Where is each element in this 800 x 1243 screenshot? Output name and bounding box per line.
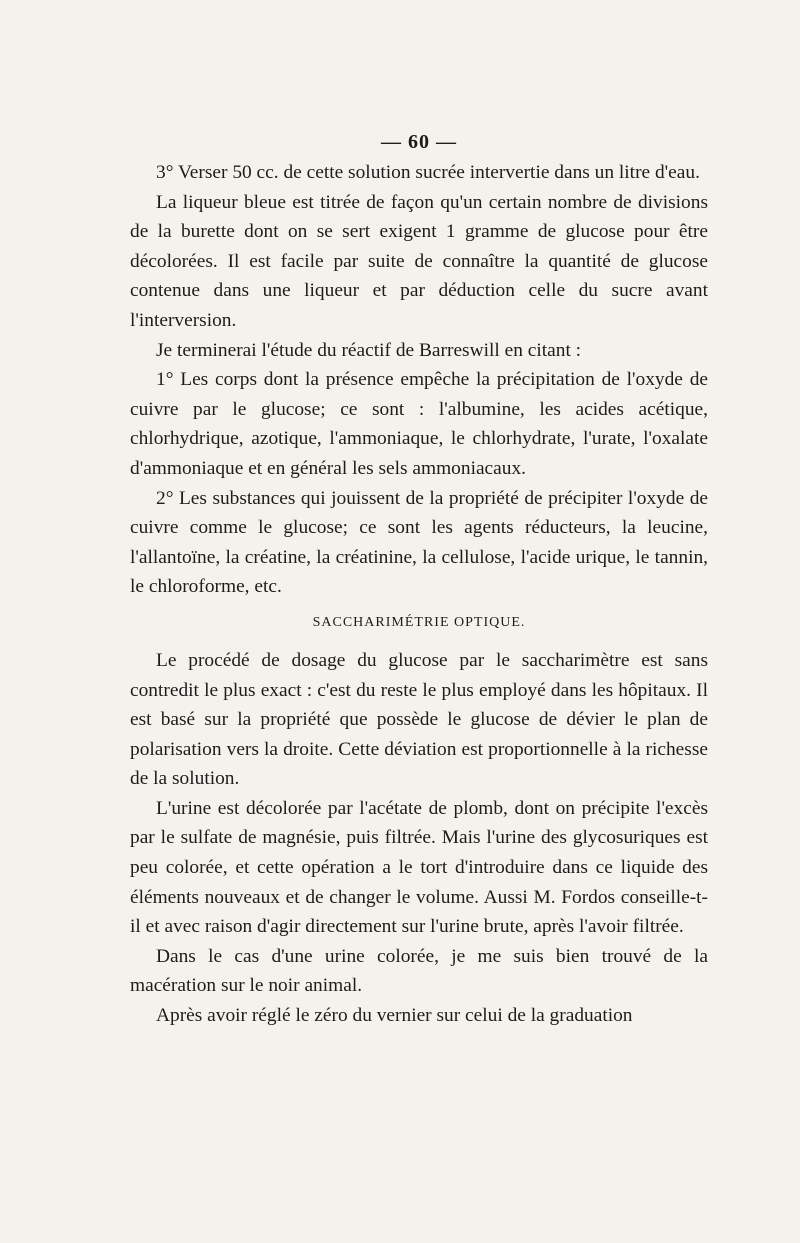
paragraph: Le procédé de dosage du glucose par le saccharimètre est sans contredit le plus exact : c'est du reste le plus employé dans les hôpitaux. Il est basé sur la propriété que possède le glucose de dévier le plan de polarisation vers la droite. Cette déviation est proportionnelle à la richesse de la solution. (130, 649, 708, 790)
page-body (130, 128, 708, 1031)
paragraph: 2° Les substances qui jouissent de la propriété de précipiter l'oxyde de cuivre comme le glucose; ce sont les agents réducteurs, la leucine, l'allantoïne, la créatine, la créatinine, la cellulose, l'acide urique, le tannin, le chloroforme, etc. (130, 487, 708, 598)
paragraph: 1° Les corps dont la présence empêche la précipitation de l'oxyde de cuivre par le glucose; ce sont : l'albumine, les acides acétique, chlorhydrique, azotique, l'ammoniaque, le chlorhydrate, l'urate, l'oxalate d'ammoniaque et en général les sels ammoniacaux. (130, 369, 708, 479)
paragraph: Après avoir réglé le zéro du vernier sur celui de la graduation (156, 1005, 633, 1027)
paragraph: Je terminerai l'étude du réactif de Barreswill en citant : (156, 339, 582, 361)
paragraph: La liqueur bleue est titrée de façon qu'un certain nombre de divisions de la burette dont on se sert exigent 1 gramme de glucose pour être décolorées. Il est facile par suite de connaître la quantité de glucose contenue dans une liqueur et par déduction celle du sucre avant l'interversion. (130, 191, 708, 331)
paragraph: L'urine est décolorée par l'acétate de plomb, dont on précipite l'excès par le sulfate de magnésie, puis filtrée. Mais l'urine des glycosuriques est peu colorée, et cette opération a le tort d'introduire dans ce liquide des éléments nouveaux et de changer le volume. Aussi M. Fordos conseille-t-il et avec raison d'agir directement sur l'urine brute, après l'avoir filtrée. (130, 797, 708, 938)
page-number: — 60 — (381, 131, 457, 153)
paragraph: 3° Verser 50 cc. de cette solution sucrée intervertie dans un litre d'eau. (156, 162, 700, 183)
section-heading: SACCHARIMÉTRIE OPTIQUE. (312, 614, 526, 630)
paragraph: Dans le cas d'une urine colorée, je me suis bien trouvé de la macération sur le noir animal. (130, 945, 708, 997)
